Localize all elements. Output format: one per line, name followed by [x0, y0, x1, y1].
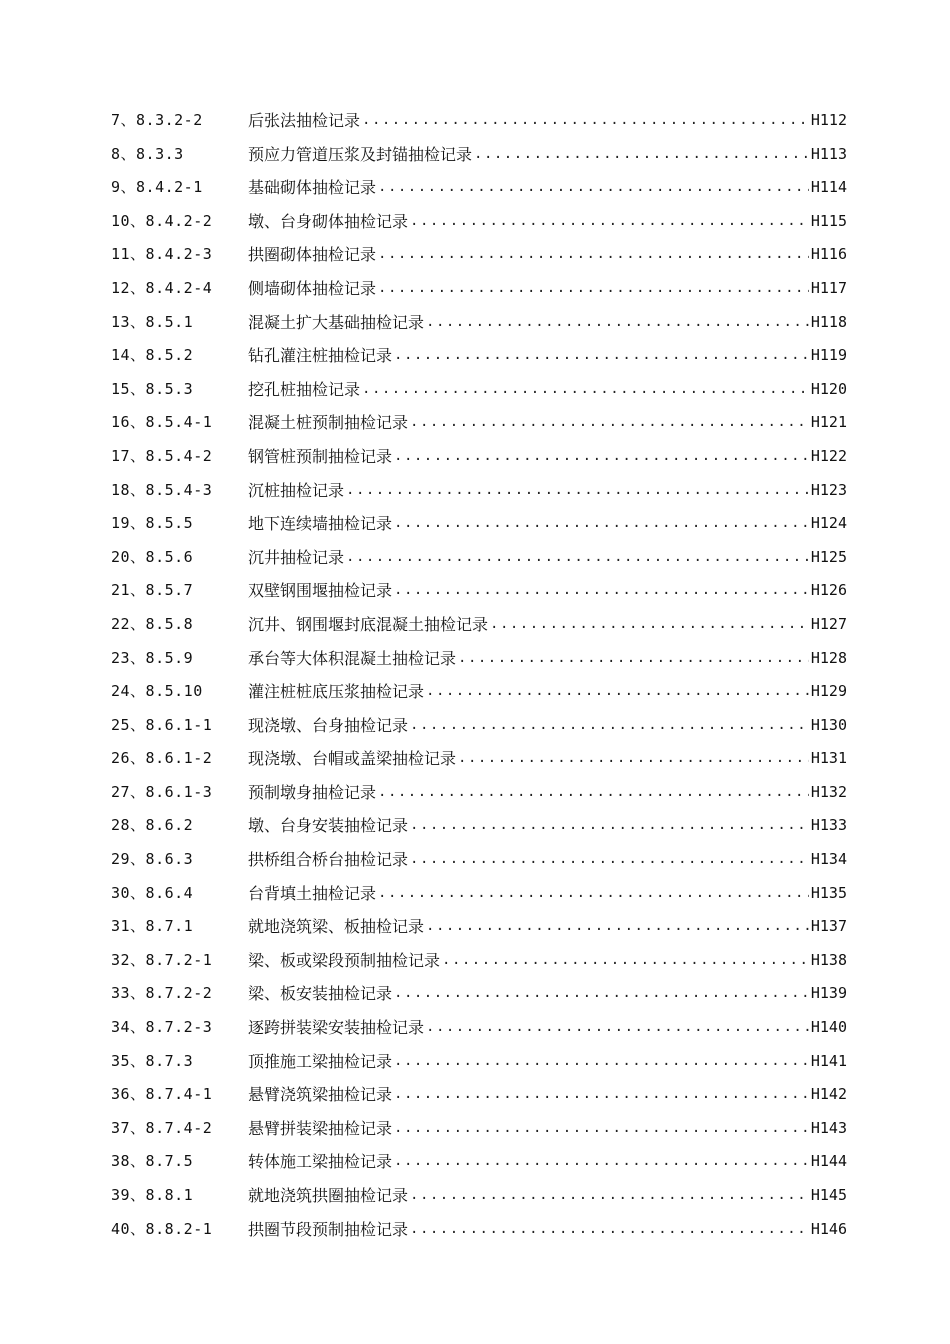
toc-entry-code: 34、8.7.2-3	[111, 1018, 213, 1037]
dot-leader	[394, 507, 809, 541]
toc-entry-code: 24、8.5.10	[111, 682, 203, 701]
toc-entry-page-number: H115	[810, 211, 847, 230]
toc-entry-code: 38、8.7.5	[111, 1152, 194, 1171]
toc-entry-code: 17、8.5.4-2	[111, 446, 213, 465]
toc-entry-title: 沉桩抽检记录	[248, 480, 345, 500]
toc-entry-code: 30、8.6.4	[111, 883, 194, 902]
toc-entry-title: 梁、板或梁段预制抽检记录	[248, 950, 441, 970]
toc-entry	[111, 541, 847, 575]
toc-entry-title: 梁、板安装抽检记录	[248, 984, 393, 1004]
toc-entry-title: 沉井抽检记录	[248, 547, 345, 567]
toc-entry	[111, 675, 847, 709]
dot-leader	[442, 944, 809, 978]
toc-entry-page-number: H116	[810, 245, 847, 264]
toc-entry	[111, 1078, 847, 1112]
toc-entry-page-number: H130	[810, 715, 847, 734]
dot-leader	[410, 406, 809, 440]
toc-entry-page-number: H144	[810, 1152, 847, 1171]
toc-entry	[111, 608, 847, 642]
dot-leader	[378, 877, 809, 911]
toc-entry-code: 10、8.4.2-2	[111, 211, 213, 230]
toc-entry-page-number: H118	[810, 312, 847, 331]
dot-leader	[410, 205, 809, 239]
toc-entry	[111, 574, 847, 608]
toc-entry-title: 基础砌体抽检记录	[248, 178, 377, 198]
toc-entry-title: 就地浇筑梁、板抽检记录	[248, 917, 425, 937]
toc-entry-code: 13、8.5.1	[111, 312, 194, 331]
dot-leader	[426, 306, 809, 340]
toc-entry-title: 台背填土抽检记录	[248, 883, 377, 903]
toc-entry-page-number: H137	[810, 917, 847, 936]
toc-entry-code: 29、8.6.3	[111, 850, 194, 869]
toc-entry-title: 挖孔桩抽检记录	[248, 379, 361, 399]
toc-entry-title: 灌注桩桩底压浆抽检记录	[248, 682, 425, 702]
toc-entry	[111, 877, 847, 911]
toc-entry-page-number: H139	[810, 984, 847, 1003]
toc-entry-page-number: H122	[810, 446, 847, 465]
dot-leader	[394, 1078, 809, 1112]
toc-entry	[111, 843, 847, 877]
toc-entry-code: 16、8.5.4-1	[111, 413, 213, 432]
dot-leader	[394, 1112, 809, 1146]
dot-leader	[378, 776, 809, 810]
toc-entry-code: 31、8.7.1	[111, 917, 194, 936]
toc-entry-code: 9、8.4.2-1	[111, 178, 203, 197]
toc-entry-page-number: H126	[810, 581, 847, 600]
toc-entry-title: 现浇墩、台身抽检记录	[248, 715, 409, 735]
toc-entry-code: 27、8.6.1-3	[111, 782, 213, 801]
toc-entry-code: 8、8.3.3	[111, 144, 184, 163]
dot-leader	[426, 1011, 809, 1045]
toc-entry-title: 混凝土扩大基础抽检记录	[248, 312, 425, 332]
toc-entry-code: 32、8.7.2-1	[111, 950, 213, 969]
dot-leader	[362, 104, 809, 138]
toc-entry-title: 承台等大体积混凝土抽检记录	[248, 648, 457, 668]
toc-entry-page-number: H143	[810, 1118, 847, 1137]
dot-leader	[394, 574, 809, 608]
toc-entry	[111, 910, 847, 944]
toc-entry	[111, 373, 847, 407]
dot-leader	[378, 272, 809, 306]
toc-entry	[111, 1179, 847, 1213]
toc-entry-page-number: H125	[810, 547, 847, 566]
toc-entry-page-number: H119	[810, 346, 847, 365]
toc-entry-title: 侧墙砌体抽检记录	[248, 278, 377, 298]
toc-entry-title: 地下连续墙抽检记录	[248, 514, 393, 534]
toc-entry	[111, 171, 847, 205]
toc-entry	[111, 339, 847, 373]
dot-leader	[394, 977, 809, 1011]
toc-entry-code: 25、8.6.1-1	[111, 715, 213, 734]
toc-entry	[111, 1045, 847, 1079]
toc-entry-title: 墩、台身安装抽检记录	[248, 816, 409, 836]
toc-entry-title: 沉井、钢围堰封底混凝土抽检记录	[248, 614, 489, 634]
toc-entry	[111, 104, 847, 138]
toc-entry-page-number: H113	[810, 144, 847, 163]
dot-leader	[346, 541, 809, 575]
dot-leader	[378, 171, 809, 205]
toc-entry-page-number: H145	[810, 1186, 847, 1204]
toc-entry-page-number: H134	[810, 850, 847, 869]
toc-entry-code: 15、8.5.3	[111, 379, 194, 398]
toc-entry-page-number: H129	[810, 682, 847, 701]
toc-entry-code: 40、8.8.2-1	[111, 1219, 213, 1238]
dot-leader	[490, 608, 809, 642]
toc-entry	[111, 1213, 847, 1247]
dot-leader	[426, 675, 809, 709]
dot-leader	[410, 709, 809, 743]
toc-entry-code: 28、8.6.2	[111, 816, 194, 835]
dot-leader	[394, 440, 809, 474]
toc-entry-title: 墩、台身砌体抽检记录	[248, 211, 409, 231]
toc-entry	[111, 809, 847, 843]
toc-entry-title: 悬臂拼装梁抽检记录	[248, 1118, 393, 1138]
toc-entry	[111, 306, 847, 340]
toc-entry-page-number: H146	[810, 1219, 847, 1238]
toc-entry-title: 预制墩身抽检记录	[248, 782, 377, 802]
toc-entry-code: 21、8.5.7	[111, 581, 194, 600]
toc-entry-page-number: H135	[810, 883, 847, 902]
toc-entry-code: 19、8.5.5	[111, 514, 194, 533]
toc-entry-code: 39、8.8.1	[111, 1186, 194, 1204]
toc-entry-page-number: H128	[810, 648, 847, 667]
dot-leader	[410, 843, 809, 877]
toc-entry-title: 混凝土桩预制抽检记录	[248, 413, 409, 433]
toc-entry-title: 钻孔灌注桩抽检记录	[248, 346, 393, 366]
toc-entry-code: 26、8.6.1-2	[111, 749, 213, 768]
dot-leader	[346, 474, 809, 508]
toc-entry-page-number: H138	[810, 950, 847, 969]
toc-entry	[111, 507, 847, 541]
toc-entry	[111, 1011, 847, 1045]
toc-entry-code: 33、8.7.2-2	[111, 984, 213, 1003]
toc-entry-code: 37、8.7.4-2	[111, 1118, 213, 1137]
toc-entry	[111, 709, 847, 743]
toc-entry	[111, 944, 847, 978]
toc-entry-page-number: H121	[810, 413, 847, 432]
toc-entry-title: 悬臂浇筑梁抽检记录	[248, 1085, 393, 1105]
toc-entry-page-number: H123	[810, 480, 847, 499]
toc-entry-title: 双壁钢围堰抽检记录	[248, 581, 393, 601]
toc-entry-title: 钢管桩预制抽检记录	[248, 446, 393, 466]
toc-entry	[111, 977, 847, 1011]
toc-entry-page-number: H142	[810, 1085, 847, 1104]
toc-entry	[111, 474, 847, 508]
toc-entry-page-number: H124	[810, 514, 847, 533]
toc-entry-title: 顶推施工梁抽检记录	[248, 1051, 393, 1071]
toc-entry	[111, 1112, 847, 1146]
toc-entry-code: 36、8.7.4-1	[111, 1085, 213, 1104]
toc-entry	[111, 440, 847, 474]
toc-entry	[111, 1145, 847, 1179]
dot-leader	[410, 1179, 809, 1213]
dot-leader	[394, 339, 809, 373]
toc-entry-code: 22、8.5.8	[111, 614, 194, 633]
toc-entry-page-number: H117	[810, 278, 847, 297]
toc-entry	[111, 642, 847, 676]
toc-entry	[111, 138, 847, 172]
toc-entry	[111, 776, 847, 810]
dot-leader	[378, 238, 809, 272]
toc-entry-code: 7、8.3.2-2	[111, 111, 203, 129]
toc-entry-page-number: H140	[810, 1018, 847, 1037]
dot-leader	[410, 809, 809, 843]
toc-entry-title: 逐跨拼装梁安装抽检记录	[248, 1018, 425, 1038]
toc-entry-code: 35、8.7.3	[111, 1051, 194, 1070]
toc-entry-page-number: H132	[810, 782, 847, 801]
toc-entry-title: 就地浇筑拱圈抽检记录	[248, 1186, 409, 1205]
toc-entry-page-number: H112	[810, 111, 847, 129]
toc-entry-code: 12、8.4.2-4	[111, 278, 213, 297]
dot-leader	[426, 910, 809, 944]
dot-leader	[394, 1045, 809, 1079]
dot-leader	[362, 373, 809, 407]
dot-leader	[458, 642, 809, 676]
dot-leader	[458, 742, 809, 776]
toc-entry	[111, 742, 847, 776]
toc-entry-page-number: H141	[810, 1051, 847, 1070]
toc-entry-page-number: H120	[810, 379, 847, 398]
toc-entry-title: 拱圈节段预制抽检记录	[248, 1219, 409, 1239]
toc-entry-page-number: H133	[810, 816, 847, 835]
toc-entry-code: 14、8.5.2	[111, 346, 194, 365]
toc-entry-title: 现浇墩、台帽或盖梁抽检记录	[248, 749, 457, 769]
toc-entry	[111, 406, 847, 440]
toc-entry-code: 20、8.5.6	[111, 547, 194, 566]
toc-entry-page-number: H114	[810, 178, 847, 197]
toc-entry-title: 转体施工梁抽检记录	[248, 1152, 393, 1172]
toc-entry-page-number: H127	[810, 614, 847, 633]
toc-entry-page-number: H131	[810, 749, 847, 768]
dot-leader	[474, 138, 809, 172]
toc-entry	[111, 272, 847, 306]
toc-entry-title: 预应力管道压浆及封锚抽检记录	[248, 144, 473, 164]
toc-entry-title: 拱圈砌体抽检记录	[248, 245, 377, 265]
toc-entry-code: 18、8.5.4-3	[111, 480, 213, 499]
toc-entry	[111, 205, 847, 239]
table-of-contents	[111, 104, 847, 1246]
toc-entry-code: 23、8.5.9	[111, 648, 194, 667]
toc-entry-title: 后张法抽检记录	[248, 111, 361, 130]
dot-leader	[410, 1213, 809, 1247]
toc-entry	[111, 238, 847, 272]
dot-leader	[394, 1145, 809, 1179]
toc-entry-code: 11、8.4.2-3	[111, 245, 213, 264]
toc-entry-title: 拱桥组合桥台抽检记录	[248, 850, 409, 870]
